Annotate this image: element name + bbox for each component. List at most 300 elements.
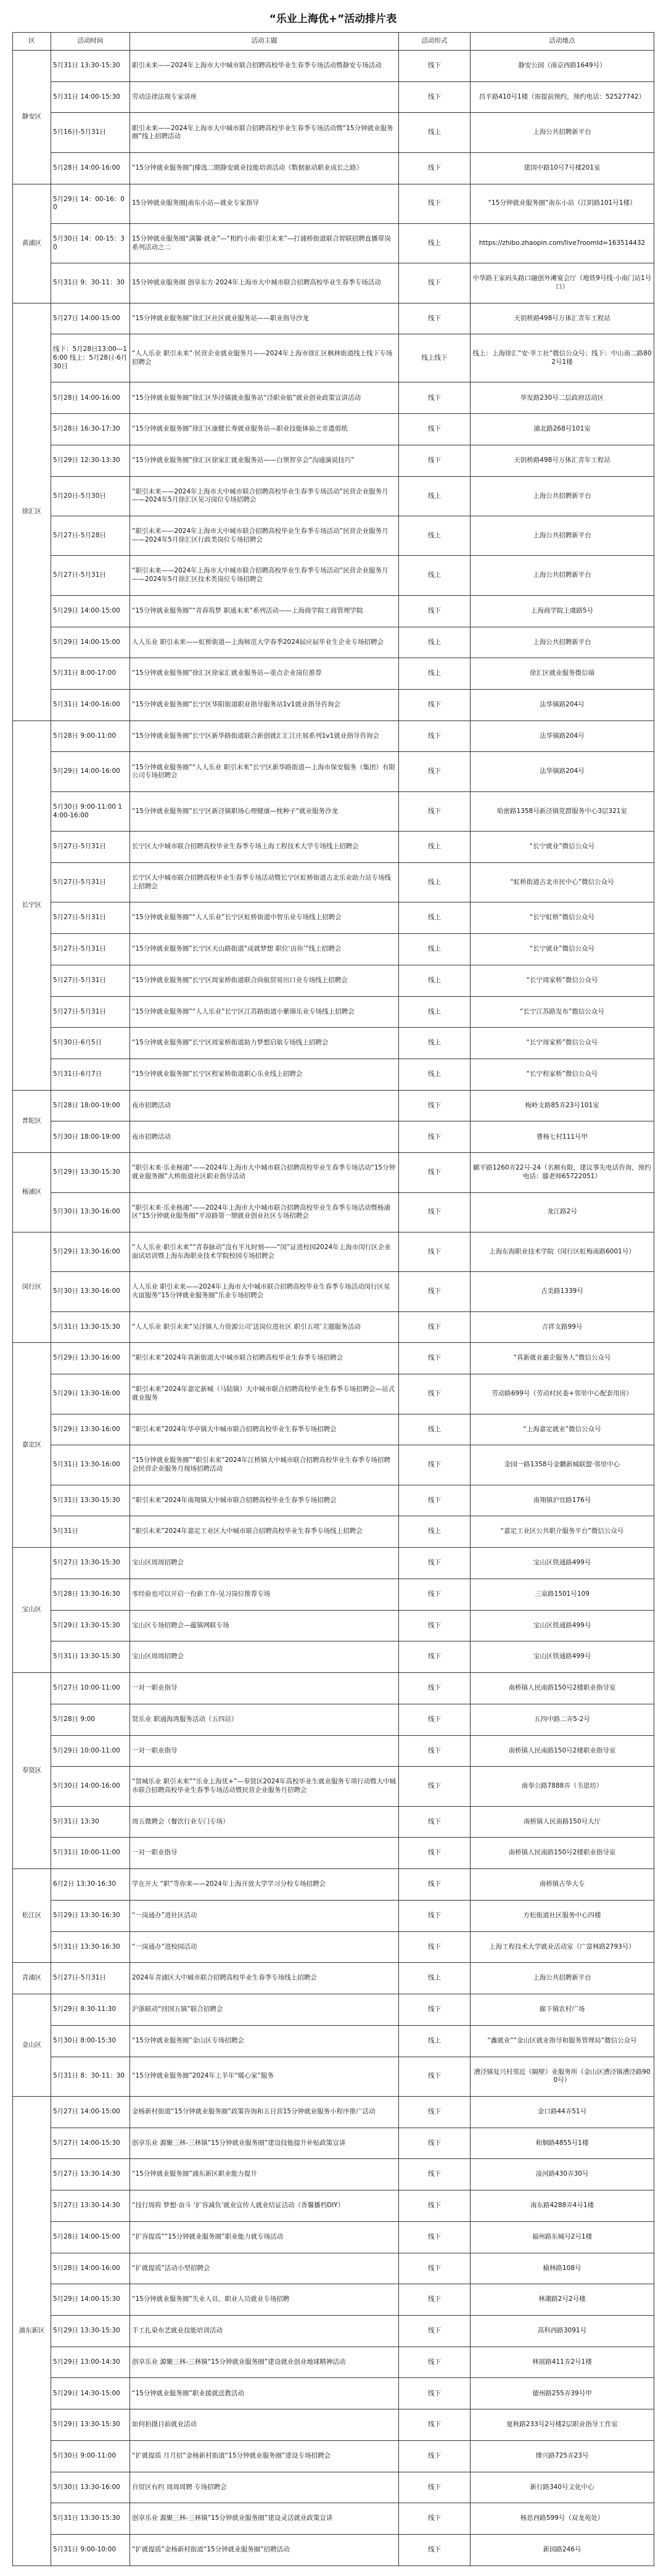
time-cell: 线下：5月28日13:00—16:00 线上：5月28日-6月30日 bbox=[51, 334, 130, 382]
form-cell: 线上 bbox=[399, 1963, 471, 1994]
theme-cell: 2024年青浦区大中城市联合招聘高校毕业生春季专场线上招聘会 bbox=[130, 1963, 399, 1994]
theme-cell: 创享乐业 源聚三林-三林镇“15分钟就业服务圈”建设技能提升补贴政策宣讲 bbox=[130, 2128, 399, 2159]
theme-cell: “15分钟就业服务圈”“人人乐业 职引未来”长宁区新华路街道—上海市保安服务（集团）有限公司专场招聘会 bbox=[130, 752, 399, 791]
time-cell: 5月27日-5月31日 bbox=[51, 902, 130, 934]
form-cell: 线下 bbox=[399, 2440, 471, 2472]
form-cell: 线下 bbox=[399, 263, 471, 303]
time-cell: 5月30日 14：00-15：30 bbox=[51, 223, 130, 263]
theme-cell: “贤城乐业 职引未来”“乐业上海优+”—奉贤区2024年高校毕业生就业服务专项行动暨大中城市联合招聘高校毕业生春季专场活动暨民营企业服务月招聘会 bbox=[130, 1767, 399, 1806]
table-row bbox=[13, 1059, 654, 1090]
time-cell: 5月28日 9:00-11:00 bbox=[51, 720, 130, 752]
time-cell: 5月27日-5月28日 bbox=[51, 516, 130, 556]
time-cell: 5月29日 13:30-16:00 bbox=[51, 1343, 130, 1374]
form-cell: 线下 bbox=[399, 689, 471, 720]
form-cell: 线下 bbox=[399, 1485, 471, 1516]
time-cell: 5月27日 10:00-11:00 bbox=[51, 1673, 130, 1704]
table-row bbox=[13, 2503, 654, 2535]
form-cell: 线下 bbox=[399, 2284, 471, 2316]
table-row bbox=[13, 334, 654, 382]
form-cell: 线上线下 bbox=[399, 334, 471, 382]
theme-cell: “15分钟就业服务圈”长宁区程家桥街道职心乐业线上招聘会 bbox=[130, 1059, 399, 1090]
theme-cell: “15分钟就业服务圈”“青春筑梦 职通未来”系列活动——上海商学院工商管理学院 bbox=[130, 595, 399, 627]
place-cell: “长宁虹桥”微信公众号 bbox=[471, 902, 654, 934]
table-row bbox=[13, 689, 654, 720]
form-cell: 线下 bbox=[399, 2347, 471, 2378]
district-cell: 静安区 bbox=[13, 51, 51, 184]
place-cell: 上海东海职业技术学院（闵行区虹梅南路6001号） bbox=[471, 1232, 654, 1271]
district-cell: 徐汇区 bbox=[13, 303, 51, 720]
time-cell: 5月31日 13:30-16:30 bbox=[51, 1931, 130, 1963]
place-cell: 徐汇区就业服务微信端 bbox=[471, 658, 654, 690]
place-cell: 金口路44弄51号 bbox=[471, 2096, 654, 2128]
table-row bbox=[13, 1272, 654, 1311]
table-row bbox=[13, 1090, 654, 1121]
theme-cell: 劳动法律法规专家讲座 bbox=[130, 81, 399, 113]
place-cell: 上海公共招聘新平台 bbox=[471, 627, 654, 658]
table-row bbox=[13, 965, 654, 996]
theme-cell: “职引未来——2024年上海市大中城市联合招聘高校毕业生春季专场活动”民营企业服务月——2024年5月徐汇区见习岗位专场招聘会 bbox=[130, 476, 399, 516]
time-cell: 5月30日 13:30-16:00 bbox=[51, 1192, 130, 1232]
place-cell: 天钥桥路498号万体汇青年工程站 bbox=[471, 303, 654, 334]
form-cell: 线下 bbox=[399, 1548, 471, 1579]
header-district: 区 bbox=[13, 33, 51, 51]
place-cell: 上海公共招聘新平台 bbox=[471, 113, 654, 152]
schedule-body bbox=[13, 51, 654, 2566]
place-cell: 浦北路268号101室 bbox=[471, 414, 654, 445]
place-cell: “长宁就业”微信公众号 bbox=[471, 832, 654, 863]
table-row bbox=[13, 1121, 654, 1153]
district-cell: 普陀区 bbox=[13, 1090, 51, 1152]
form-cell: 线下 bbox=[399, 1838, 471, 1869]
theme-cell: “职引未来·乐业杨浦”——2024年上海市大中城市联合招聘高校毕业生春季专场活动暨杨浦区“15分钟就业服务圈”平凉路第一期就业创业社区专场招聘会 bbox=[130, 1192, 399, 1232]
theme-cell: “扩就提质 月月招”金杨新村街道“15分钟就业服务圈”建设专场招聘会 bbox=[130, 2440, 399, 2472]
table-row bbox=[13, 1548, 654, 1579]
place-cell: 宝山区铁通路499号 bbox=[471, 1548, 654, 1579]
place-cell: 新行路340号文化中心 bbox=[471, 2472, 654, 2503]
form-cell: 线下 bbox=[399, 2057, 471, 2096]
theme-cell: 如何拍摄目前就业活动 bbox=[130, 2409, 399, 2441]
form-cell: 线下 bbox=[399, 1311, 471, 1343]
time-cell: 5月29日 14：00-16：00 bbox=[51, 184, 130, 223]
district-cell: 长宁区 bbox=[13, 720, 51, 1090]
theme-cell: “15分钟就业服务圈”“人人乐业”长宁区江苏路街道小紫锦乐业专场线上招聘会 bbox=[130, 996, 399, 1028]
table-row bbox=[13, 263, 654, 303]
time-cell: 5月27日 14:00-15:00 bbox=[51, 2096, 130, 2128]
table-row bbox=[13, 2128, 654, 2159]
form-cell: 线下 bbox=[399, 1090, 471, 1121]
theme-cell: “15分钟就业服务圈”|臻选二期静安就业技能培训活动《数据驱动职业成长之路》 bbox=[130, 152, 399, 184]
table-row bbox=[13, 1994, 654, 2026]
table-row bbox=[13, 658, 654, 690]
time-cell: 5月30日 14:00-16:00 bbox=[51, 1767, 130, 1806]
table-row bbox=[13, 51, 654, 82]
district-cell: 奉贤区 bbox=[13, 1673, 51, 1869]
place-cell: 三泉路1501号109 bbox=[471, 1579, 654, 1610]
time-cell: 5月30日 8:00-15:30 bbox=[51, 2025, 130, 2057]
table-row bbox=[13, 902, 654, 934]
form-cell: 线上 bbox=[399, 2025, 471, 2057]
form-cell: 线下 bbox=[399, 1900, 471, 1931]
table-row bbox=[13, 516, 654, 556]
district-cell: 金山区 bbox=[13, 1994, 51, 2097]
form-cell: 线下 bbox=[399, 445, 471, 476]
time-cell: 5月28日 9:00 bbox=[51, 1704, 130, 1735]
time-cell: 5月31日 14:00-15:30 bbox=[51, 81, 130, 113]
table-row bbox=[13, 2159, 654, 2190]
form-cell: 线下 bbox=[399, 2503, 471, 2535]
theme-cell: 贤乐业 职通海湾服务活动（五四站） bbox=[130, 1704, 399, 1735]
table-row bbox=[13, 996, 654, 1028]
header-form: 活动形式 bbox=[399, 33, 471, 51]
form-cell: 线上 bbox=[399, 1059, 471, 1090]
place-cell: 上海公共招聘新平台 bbox=[471, 516, 654, 556]
place-cell: 南奉公路7888弄（韦恩坊） bbox=[471, 1767, 654, 1806]
theme-cell: “15分钟就业服务圈”长宁区周家桥街道联合尚航贸易出口业专场线上招聘会 bbox=[130, 965, 399, 996]
time-cell: 5月29日 13:30-15:30 bbox=[51, 2409, 130, 2441]
time-cell: 5月29日 14:00-15:00 bbox=[51, 627, 130, 658]
table-row bbox=[13, 1579, 654, 1610]
table-row bbox=[13, 1343, 654, 1374]
form-cell: 线下 bbox=[399, 752, 471, 791]
table-row bbox=[13, 81, 654, 113]
table-row bbox=[13, 184, 654, 223]
place-cell: 麒平路1260弄22号-24（名额有限，建议事先电话咨询，预约电话：滕老师65722051） bbox=[471, 1153, 654, 1192]
theme-cell: “15分钟就业服务圈”长宁区天山路街道“成就梦想 职位‘由你’”线上招聘会 bbox=[130, 934, 399, 965]
time-cell: 5月27日 14:00-15:00 bbox=[51, 303, 130, 334]
theme-cell: 15分钟就业服务圈“满馨·就业”—“相约小南·职引未来”—打浦桥街道联合智联招聘直播带岗系列活动之二 bbox=[130, 223, 399, 263]
time-cell: 5月27日 13:30-14:30 bbox=[51, 2159, 130, 2190]
place-cell: 南桥镇人民南路150号2楼职业指导室 bbox=[471, 1735, 654, 1767]
form-cell: 线下 bbox=[399, 2190, 471, 2222]
form-cell: 线下 bbox=[399, 1931, 471, 1963]
time-cell: 5月31日 10:00-11:00 bbox=[51, 1838, 130, 1869]
place-cell: “上海嘉定就业”微信公众号 bbox=[471, 1414, 654, 1445]
table-row bbox=[13, 1445, 654, 1485]
theme-cell: 创享乐业 源聚三林-三林镇“15分钟就业服务圈”建设灵活就业政策宣讲 bbox=[130, 2503, 399, 2535]
table-row bbox=[13, 152, 654, 184]
time-cell: 5月30日 9:00-11:00 bbox=[51, 2440, 130, 2472]
table-row bbox=[13, 1931, 654, 1963]
table-row bbox=[13, 595, 654, 627]
form-cell: 线上 bbox=[399, 516, 471, 556]
form-cell: 线下 bbox=[399, 2096, 471, 2128]
place-cell: “长宁程家桥”微信公众号 bbox=[471, 1059, 654, 1090]
time-cell: 5月27日-5月31日 bbox=[51, 934, 130, 965]
theme-cell: 一对一职业指导 bbox=[130, 1838, 399, 1869]
time-cell: 5月27日 14:00-15:30 bbox=[51, 2128, 130, 2159]
theme-cell: “15分钟就业服务圈”徐汇区徐家汇就业服务站——白领智享会“沟通演说技巧” bbox=[130, 445, 399, 476]
form-cell: 线下 bbox=[399, 2159, 471, 2190]
form-cell: 线下 bbox=[399, 1673, 471, 1704]
table-row bbox=[13, 382, 654, 414]
form-cell: 线上 bbox=[399, 658, 471, 690]
time-cell: 5月27日-5月31日 bbox=[51, 965, 130, 996]
form-cell: 线下 bbox=[399, 2253, 471, 2284]
place-cell: 天钥桥路498号万体汇青年工程站 bbox=[471, 445, 654, 476]
place-cell: 方松街道社区服务中心四楼 bbox=[471, 1900, 654, 1931]
time-cell: 5月29日 13:30-15:30 bbox=[51, 1610, 130, 1641]
table-row bbox=[13, 2378, 654, 2409]
table-row bbox=[13, 1232, 654, 1271]
table-row bbox=[13, 1311, 654, 1343]
theme-cell: 一对一职业指导 bbox=[130, 1735, 399, 1767]
district-cell: 青浦区 bbox=[13, 1963, 51, 1994]
theme-cell: “扩容提质”“15分钟就业服务圈”职业能力就专场活动 bbox=[130, 2221, 399, 2253]
place-cell: 哈密路1358号新泾镇党群服务中心3层321室 bbox=[471, 791, 654, 831]
table-row bbox=[13, 2221, 654, 2253]
place-cell: 曹杨七村111号甲 bbox=[471, 1121, 654, 1153]
time-cell: 5月31日 13:30 bbox=[51, 1806, 130, 1838]
time-cell: 5月27日-5月31日 bbox=[51, 832, 130, 863]
form-cell: 线下 bbox=[399, 303, 471, 334]
table-row bbox=[13, 627, 654, 658]
form-cell: 线上 bbox=[399, 1414, 471, 1445]
place-cell: 上海公共招聘新平台 bbox=[471, 556, 654, 595]
table-row bbox=[13, 1414, 654, 1445]
table-row bbox=[13, 934, 654, 965]
table-row bbox=[13, 2096, 654, 2128]
form-cell: 线上 bbox=[399, 996, 471, 1028]
time-cell: 5月29日 13:30-16:00 bbox=[51, 1374, 130, 1414]
place-cell: 林展路411弄2号1楼 bbox=[471, 2347, 654, 2378]
time-cell: 5月31日 14:00-16:00 bbox=[51, 689, 130, 720]
time-cell: 5月29日 14:00-15:00 bbox=[51, 595, 130, 627]
place-cell: 五四中路二弄5-2号 bbox=[471, 1704, 654, 1735]
form-cell: 线下 bbox=[399, 791, 471, 831]
theme-cell: 15分钟就业服务圈 创享东方·2024年上海市大中城市联合招聘高校毕业生春季专场活动 bbox=[130, 263, 399, 303]
theme-cell: 职引未来——2024年上海市大中城市联合招聘高校毕业生春季专场活动暨“15分钟就业服务圈”线上招聘活动 bbox=[130, 113, 399, 152]
form-cell: 线上 bbox=[399, 862, 471, 902]
table-row bbox=[13, 1641, 654, 1673]
theme-cell: 宝山区周周招聘会 bbox=[130, 1548, 399, 1579]
place-cell: “虹桥街道古北市民中心”微信公众号 bbox=[471, 862, 654, 902]
place-cell: 凌河路430弄30号 bbox=[471, 2159, 654, 2190]
place-cell: 福州路东城号2号1楼 bbox=[471, 2221, 654, 2253]
form-cell: 线下 bbox=[399, 1869, 471, 1901]
table-row bbox=[13, 1869, 654, 1901]
form-cell: 线下 bbox=[399, 2409, 471, 2441]
time-cell: 5月27日 13:30-15:30 bbox=[51, 1548, 130, 1579]
time-cell: 5月30日 13:30-16:00 bbox=[51, 2472, 130, 2503]
time-cell: 5月29日 14:30-15:00 bbox=[51, 2378, 130, 2409]
place-cell: “嘉定工业区公共职介服务平台”微信公众号 bbox=[471, 1516, 654, 1548]
place-cell: 夏秋路233号2号楼2层职业指导工作室 bbox=[471, 2409, 654, 2441]
theme-cell: “职引未来”2024年嘉定工业区大中城市联合招聘高校毕业生春季专场线上招聘会 bbox=[130, 1516, 399, 1548]
time-cell: 5月31日-6月7日 bbox=[51, 1059, 130, 1090]
place-cell: “长宁江苏路发布”微信公众号 bbox=[471, 996, 654, 1028]
form-cell: 线上 bbox=[399, 113, 471, 152]
place-cell: 中华路王家码头路口融创外滩宴会厅（地铁9号线·小南门站1号口） bbox=[471, 263, 654, 303]
theme-cell: “职引未来”2024年嘉定新城（马陆镇）大中城市联合招聘高校毕业生春季专场招聘会—站式就业服务 bbox=[130, 1374, 399, 1414]
time-cell: 5月29日 12:30-13:30 bbox=[51, 445, 130, 476]
time-cell: 5月29日 13:30-16:00 bbox=[51, 1232, 130, 1271]
form-cell: 线下 bbox=[399, 1232, 471, 1271]
theme-cell: 宝山区专场招聘会—蕴镇网联专场 bbox=[130, 1610, 399, 1641]
form-cell: 线下 bbox=[399, 184, 471, 223]
form-cell: 线下 bbox=[399, 1579, 471, 1610]
table-row bbox=[13, 1673, 654, 1704]
theme-cell: “15分钟就业服务圈”浦东新区职业能力提升 bbox=[130, 2159, 399, 2190]
form-cell: 线上 bbox=[399, 1028, 471, 1059]
theme-cell: 长宁区大中城市联合招聘高校毕业生春季专场活动暨长宁区虹桥街道古北乐业助力站专场线上招聘会 bbox=[130, 862, 399, 902]
place-cell: 宝山区铁通路499号 bbox=[471, 1610, 654, 1641]
place-cell: 昌平路410号1楼（需提前预约，预约电话：52527742） bbox=[471, 81, 654, 113]
form-cell: 线下 bbox=[399, 51, 471, 82]
place-cell: “真新就业惠企服务人”微信公众号 bbox=[471, 1343, 654, 1374]
time-cell: 5月31日 bbox=[51, 1516, 130, 1548]
form-cell: 线下 bbox=[399, 414, 471, 445]
theme-cell: 创享乐业 源聚三林-三林镇“15分钟就业服务圈”建设就业创业地球精神活动 bbox=[130, 2347, 399, 2378]
theme-cell: 长宁区大中城市联合招聘高校毕业生春季专场上海工程技术大学专场线上招聘会 bbox=[130, 832, 399, 863]
time-cell: 5月28日 16:30-17:30 bbox=[51, 414, 130, 445]
district-cell: 浦东新区 bbox=[13, 2096, 51, 2566]
form-cell: 线下 bbox=[399, 1445, 471, 1485]
form-cell: 线下 bbox=[399, 1704, 471, 1735]
place-cell: 古美路1339号 bbox=[471, 1272, 654, 1311]
place-cell: 高科西路3091号 bbox=[471, 2316, 654, 2347]
theme-cell: 沪浙联动“回国五镇”联合招聘会 bbox=[130, 1994, 399, 2026]
theme-cell: “15分钟就业服务圈”失业人员、职业人员就业专场招聘 bbox=[130, 2284, 399, 2316]
time-cell: 5月29日 13:30-15:30 bbox=[51, 1153, 130, 1192]
form-cell: 线下 bbox=[399, 720, 471, 752]
time-cell: 5月29日 8:30-11:30 bbox=[51, 1994, 130, 2026]
place-cell: 法华镇路204号 bbox=[471, 752, 654, 791]
table-row bbox=[13, 2057, 654, 2096]
place-cell: 南东路4288弄4号1楼 bbox=[471, 2190, 654, 2222]
form-cell: 线下 bbox=[399, 382, 471, 414]
form-cell: 线上 bbox=[399, 223, 471, 263]
time-cell: 5月30日 9:00-11:00 14:00-16:00 bbox=[51, 791, 130, 831]
theme-cell: “15分钟就业服务圈”徐汇区徐家汇就业服务站—重点企业岗位推荐 bbox=[130, 658, 399, 690]
form-cell: 线下 bbox=[399, 1641, 471, 1673]
schedule-table bbox=[12, 32, 654, 2566]
table-row bbox=[13, 2472, 654, 2503]
table-row bbox=[13, 1374, 654, 1414]
theme-cell: “15分钟就业服务圈”2024年上半年“暖心家”服务 bbox=[130, 2057, 399, 2096]
form-cell: 线下 bbox=[399, 2535, 471, 2566]
place-cell: 龙江路2号 bbox=[471, 1192, 654, 1232]
theme-cell: 人人乐业 职引未来——虹桥街道—上海师范大学春季2024届应届毕业生企业专场招聘会 bbox=[130, 627, 399, 658]
place-cell: “鑫就业”“金山区就业指导和服务管理局”微信公众号 bbox=[471, 2025, 654, 2057]
time-cell: 5月31日 13:30-15:30 bbox=[51, 1485, 130, 1516]
time-cell: 5月31日 13:30-15:30 bbox=[51, 2503, 130, 2535]
form-cell: 线下 bbox=[399, 81, 471, 113]
form-cell: 线上 bbox=[399, 902, 471, 934]
form-cell: 线下 bbox=[399, 2128, 471, 2159]
time-cell: 5月27日-5月31日 bbox=[51, 1963, 130, 1994]
header-row bbox=[13, 33, 654, 51]
time-cell: 5月28日 14:00-16:00 bbox=[51, 2253, 130, 2284]
form-cell: 线下 bbox=[399, 1192, 471, 1232]
theme-cell: “人人乐业·职引未来”“青春脉动”没有平凡时刻——“闵”证进校园2024年上海市闵行区企业面试培训暨上海东海职业技术学院校园专场招聘会 bbox=[130, 1232, 399, 1271]
theme-cell: “职引未来——2024年上海市大中城市联合招聘高校毕业生春季专场活动”民营企业服务月——2024年5月徐汇区行政类岗位专场招聘会 bbox=[130, 516, 399, 556]
table-row bbox=[13, 1735, 654, 1767]
table-row bbox=[13, 1610, 654, 1641]
place-cell: 宝山区铁通路499号 bbox=[471, 1641, 654, 1673]
table-row bbox=[13, 2440, 654, 2472]
table-row bbox=[13, 2535, 654, 2566]
time-cell: 5月28日 14:00-16:00 bbox=[51, 382, 130, 414]
form-cell: 线下 bbox=[399, 1806, 471, 1838]
theme-cell: 周五微聘会（餐饮行业专门专场） bbox=[130, 1806, 399, 1838]
theme-cell: “技行周荷 梦想·奋斗 ‘扩容减负’就业宣传人就业结证活动（香馨播档DIY） bbox=[130, 2190, 399, 2222]
form-cell: 线下 bbox=[399, 595, 471, 627]
table-row bbox=[13, 1963, 654, 1994]
theme-cell: “职引未来·乐业杨浦”——2024年上海市大中城市联合招聘高校毕业生春季专场活动“15分钟就业服务圈”大桥街道社区职业指导活动 bbox=[130, 1153, 399, 1192]
form-cell: 线下 bbox=[399, 1610, 471, 1641]
form-cell: 线下 bbox=[399, 1735, 471, 1767]
place-cell: 南桥镇人民南路150号2楼职业指导室 bbox=[471, 1838, 654, 1869]
time-cell: 5月29日 13:30-15:30 bbox=[51, 2316, 130, 2347]
theme-cell: “人人乐业 职引未来”·民营企业就业服务月——2024年上海市徐汇区枫林街道线上线下专场招聘会 bbox=[130, 334, 399, 382]
theme-cell: “职引未来”2024年南翔镇大中城市联合招聘高校毕业生春季专场招聘会 bbox=[130, 1485, 399, 1516]
theme-cell: “15分钟就业服务圈”“职引未来”2024年江桥镇大中城市联合招聘高校毕业生春季专场招聘会民营企业服务月现场招聘活动 bbox=[130, 1445, 399, 1485]
theme-cell: 一对一职业指导 bbox=[130, 1673, 399, 1704]
time-cell: 5月31日 9:00-10:00 bbox=[51, 2535, 130, 2566]
table-row bbox=[13, 2025, 654, 2057]
time-cell: 5月30日-6月5日 bbox=[51, 1028, 130, 1059]
time-cell: 5月28日 14:00-16:00 bbox=[51, 152, 130, 184]
theme-cell: “人人乐业 职引未来”吴泾镇人力资源公司‘送岗位进社区 职引五项’主题服务活动 bbox=[130, 1311, 399, 1343]
time-cell: 5月27日-5月31日 bbox=[51, 862, 130, 902]
theme-cell: 职引未来——2024年上海市大中城市联合招聘高校毕业生春季专场活动暨静安专场活动 bbox=[130, 51, 399, 82]
form-cell: 线下 bbox=[399, 152, 471, 184]
theme-cell: “15分钟就业服务圈”长宁区周家桥街道助力梦想启航专场线上招聘会 bbox=[130, 1028, 399, 1059]
theme-cell: 学在开大 “职”等你来——2024年上海开放大学学习分校专场招聘会 bbox=[130, 1869, 399, 1901]
place-cell: “长宁就业”微信公众号 bbox=[471, 934, 654, 965]
form-cell: 线下 bbox=[399, 1374, 471, 1414]
time-cell: 5月31日 13:30-15:30 bbox=[51, 1311, 130, 1343]
theme-cell: 金杨新村街道“15分钟就业服务圈”政策咨询和五日营15分钟就业服务小程序推广活动 bbox=[130, 2096, 399, 2128]
place-cell: 南翔镇沪宜路176号 bbox=[471, 1485, 654, 1516]
theme-cell: 零经验也可以开启一份新工作-见习岗位推荐专场 bbox=[130, 1579, 399, 1610]
place-cell: 南桥镇人民南路150号2楼职业指导室 bbox=[471, 1673, 654, 1704]
page-title: “乐业上海优+”活动排片表 bbox=[269, 13, 397, 25]
place-cell: 新园路246号 bbox=[471, 2535, 654, 2566]
place-cell: “长宁周家桥”微信公众号 bbox=[471, 1028, 654, 1059]
table-row bbox=[13, 1516, 654, 1548]
form-cell: 线下 bbox=[399, 2316, 471, 2347]
place-cell: 上海商学院上虞路5号 bbox=[471, 595, 654, 627]
district-cell: 宝山区 bbox=[13, 1548, 51, 1673]
time-cell: 5月29日 14:00-16:00 bbox=[51, 752, 130, 791]
theme-cell: “职引未来”2024年华亭镇大中城市联合招聘高校毕业生春季专场招聘会 bbox=[130, 1414, 399, 1445]
theme-cell: “15分钟就业服务圈”长宁区新泾镇职场心理健康—枕种子“就业服务沙龙 bbox=[130, 791, 399, 831]
theme-cell: “职引未来——2024年上海市大中城市联合招聘高校毕业生春季专场活动”民营企业服务月——2024年5月徐汇区技术类岗位专场招聘会 bbox=[130, 556, 399, 595]
place-cell: 金园一路1358号金鹏新城联盟·邻里中心 bbox=[471, 1445, 654, 1485]
table-row bbox=[13, 2347, 654, 2378]
place-cell: 吉祥支路99号 bbox=[471, 1311, 654, 1343]
time-cell: 5月29日 13:30-16:30 bbox=[51, 1900, 130, 1931]
form-cell: 线下 bbox=[399, 1343, 471, 1374]
table-row bbox=[13, 1153, 654, 1192]
table-row bbox=[13, 1806, 654, 1838]
place-cell: 静安公园（南京西路1649号） bbox=[471, 51, 654, 82]
theme-cell: “职引未来”2024年真新街道大中城市联合招聘高校毕业生春季专场招聘会 bbox=[130, 1343, 399, 1374]
table-row bbox=[13, 2253, 654, 2284]
place-cell: 梅岭支路85弄23号101室 bbox=[471, 1090, 654, 1121]
theme-cell: “15分钟就业服务圈”长宁区华阳街道职业指导服务站1v1就业指导咨询会 bbox=[130, 689, 399, 720]
time-cell: 5月31日 13:30-15:30 bbox=[51, 1641, 130, 1673]
header-place: 活动地点 bbox=[471, 33, 654, 51]
form-cell: 线下 bbox=[399, 1994, 471, 2026]
place-cell: 建国中路10号7号楼201室 bbox=[471, 152, 654, 184]
table-row bbox=[13, 556, 654, 595]
time-cell: 5月30日 13:30-16:00 bbox=[51, 1272, 130, 1311]
time-cell: 5月27日-5月31日 bbox=[51, 996, 130, 1028]
table-row bbox=[13, 752, 654, 791]
time-cell: 5月28日 14:00-15:00 bbox=[51, 2221, 130, 2253]
